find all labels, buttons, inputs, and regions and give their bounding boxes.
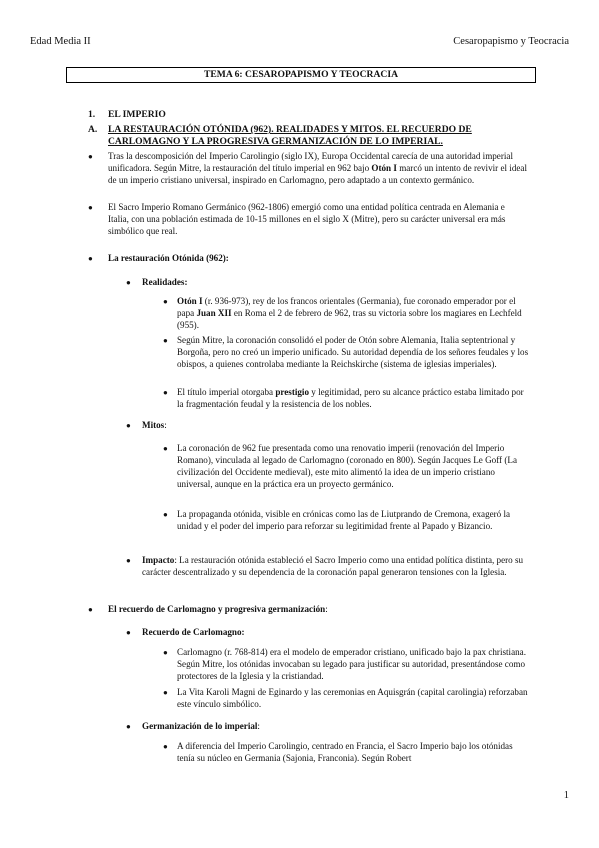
list-item [163,741,531,765]
subsection-heading-a [88,124,528,148]
list-item [163,647,531,683]
list-item-text: Carlomagno (r. 768-814) era el modelo de emperador cristiano, unificado bajo la pax christiana. Según Mitre, los otónidas invocaban su legado para justificar su autoridad, presentándose como protectores de la Iglesia y la cristiandad. [177,647,526,681]
bullet-icon: ● [88,605,93,614]
list-item-text: Impacto: La restauración otónida estableció el Sacro Imperio como una entidad política distinta, pero su carácter descentralizado y su dependencia de la coronación papal generaron tensiones con la Iglesia. [142,555,524,577]
bullet-icon: ● [88,254,93,263]
subsection-letter: A. [88,124,98,135]
list-item [126,627,528,639]
bullet-icon: ● [163,336,168,345]
list-item-text: Otón I (r. 936-973), rey de los francos orientales (Germania), fue coronado emperador por el papa Juan XII en Roma el 2 de febrero de 962, tras su victoria sobre los magiares en Lechfeld (955). [177,296,522,330]
list-item-text: La coronación de 962 fue presentada como una renovatio imperii (renovación del Imperio Romano), vinculada al legado de Carlomagno (coronado en 800). Según Jacques Le Goff (La civilización del Occidente medieval), este mito alimentó la idea de un imperio cristiano universal, aunque en la práctica era un proyecto germánico. [177,443,517,489]
bullet-icon: ● [88,152,93,161]
list-item [126,420,528,432]
list-item-text: Recuerdo de Carlomagno: [142,627,245,637]
list-item-text: La Vita Karoli Magni de Eginardo y las ceremonias en Aquisgrán (capital carolingia) reforzaban este vínculo simbólico. [177,687,528,709]
bullet-icon: ● [126,556,131,565]
page-number: 1 [563,790,569,801]
list-item-text: Según Mitre, la coronación consolidó el poder de Otón sobre Alemania, Italia septentrional y Borgoña, pero no creó un imperio unificado. Su autoridad dependía de los señores feudales y los obispos, a quienes controlaba mediante la Reichskirche (sistema de iglesias imperiales). [177,335,529,369]
list-item [88,202,528,238]
bullet-icon: ● [163,388,168,397]
list-item [88,604,528,616]
header-left: Edad Media II [30,36,91,47]
subsection-label: LA RESTAURACIÓN OTÓNIDA (962). REALIDADES Y MITOS. EL RECUERDO DE CARLOMAGNO Y LA PROGRESIVA GERMANIZACIÓN DE LO IMPERIAL. [108,124,472,148]
bullet-icon: ● [163,742,168,751]
bullet-icon: ● [126,722,131,731]
list-item-text: A diferencia del Imperio Carolingio, centrado en Francia, el Sacro Imperio bajo los otónidas tenía su núcleo en Germania (Sajonia, Franconia). Según Robert [177,741,513,763]
list-item [88,151,528,187]
list-item [163,509,531,533]
list-item-text: Tras la descomposición del Imperio Carolingio (siglo IX), Europa Occidental carecía de una autoridad imperial unificadora. Según Mitre, la restauración del título imperial en 962 bajo Otón I marcó un intento de revivir el ideal de un imperio cristiano universal, inspirado en Carlomagno, pero adaptado a un contexto germánico. [108,151,527,185]
list-item-text: Realidades: [142,277,188,287]
section-heading-1 [88,109,166,120]
bullet-icon: ● [126,421,131,430]
list-item [126,277,528,289]
bullet-icon: ● [88,203,93,212]
bullet-icon: ● [163,297,168,306]
bullet-icon: ● [163,444,168,453]
list-item [163,443,531,491]
section-number: 1. [88,109,96,120]
list-item [163,387,531,411]
list-item-text: Germanización de lo imperial: [142,721,260,731]
list-item [163,296,531,332]
bullet-icon: ● [163,688,168,697]
section-label: EL IMPERIO [108,109,166,120]
list-item-text: La propaganda otónida, visible en crónicas como las de Liutprando de Cremona, exageró la unidad y el poder del imperio para reforzar su legitimidad frente al Papado y Bizancio. [177,509,511,531]
list-item-text: El Sacro Imperio Romano Germánico (962-1806) emergió como una entidad política centrada en Alemania e Italia, con una población estimada de 10-15 millones en el siglo X (Mitre), pero su carácter universal era más simbólico que real. [108,202,506,236]
list-item-text: Mitos: [142,420,167,430]
page-title: TEMA 6: CESAROPAPISMO Y TEOCRACIA [66,67,536,83]
bullet-icon: ● [163,510,168,519]
bullet-icon: ● [163,648,168,657]
header-right: Cesaropapismo y Teocracia [453,36,569,47]
list-item [126,555,528,579]
list-item [88,253,528,265]
list-item [163,335,531,371]
list-item-text: El título imperial otorgaba prestigio y legitimidad, pero su alcance práctico estaba limitado por la fragmentación feudal y la resistencia de los nobles. [177,387,524,409]
list-item-text: La restauración Otónida (962): [108,253,229,263]
list-item [126,721,528,733]
list-item [163,687,531,711]
list-item-text: El recuerdo de Carlomagno y progresiva germanización: [108,604,328,614]
bullet-icon: ● [126,278,131,287]
bullet-icon: ● [126,628,131,637]
